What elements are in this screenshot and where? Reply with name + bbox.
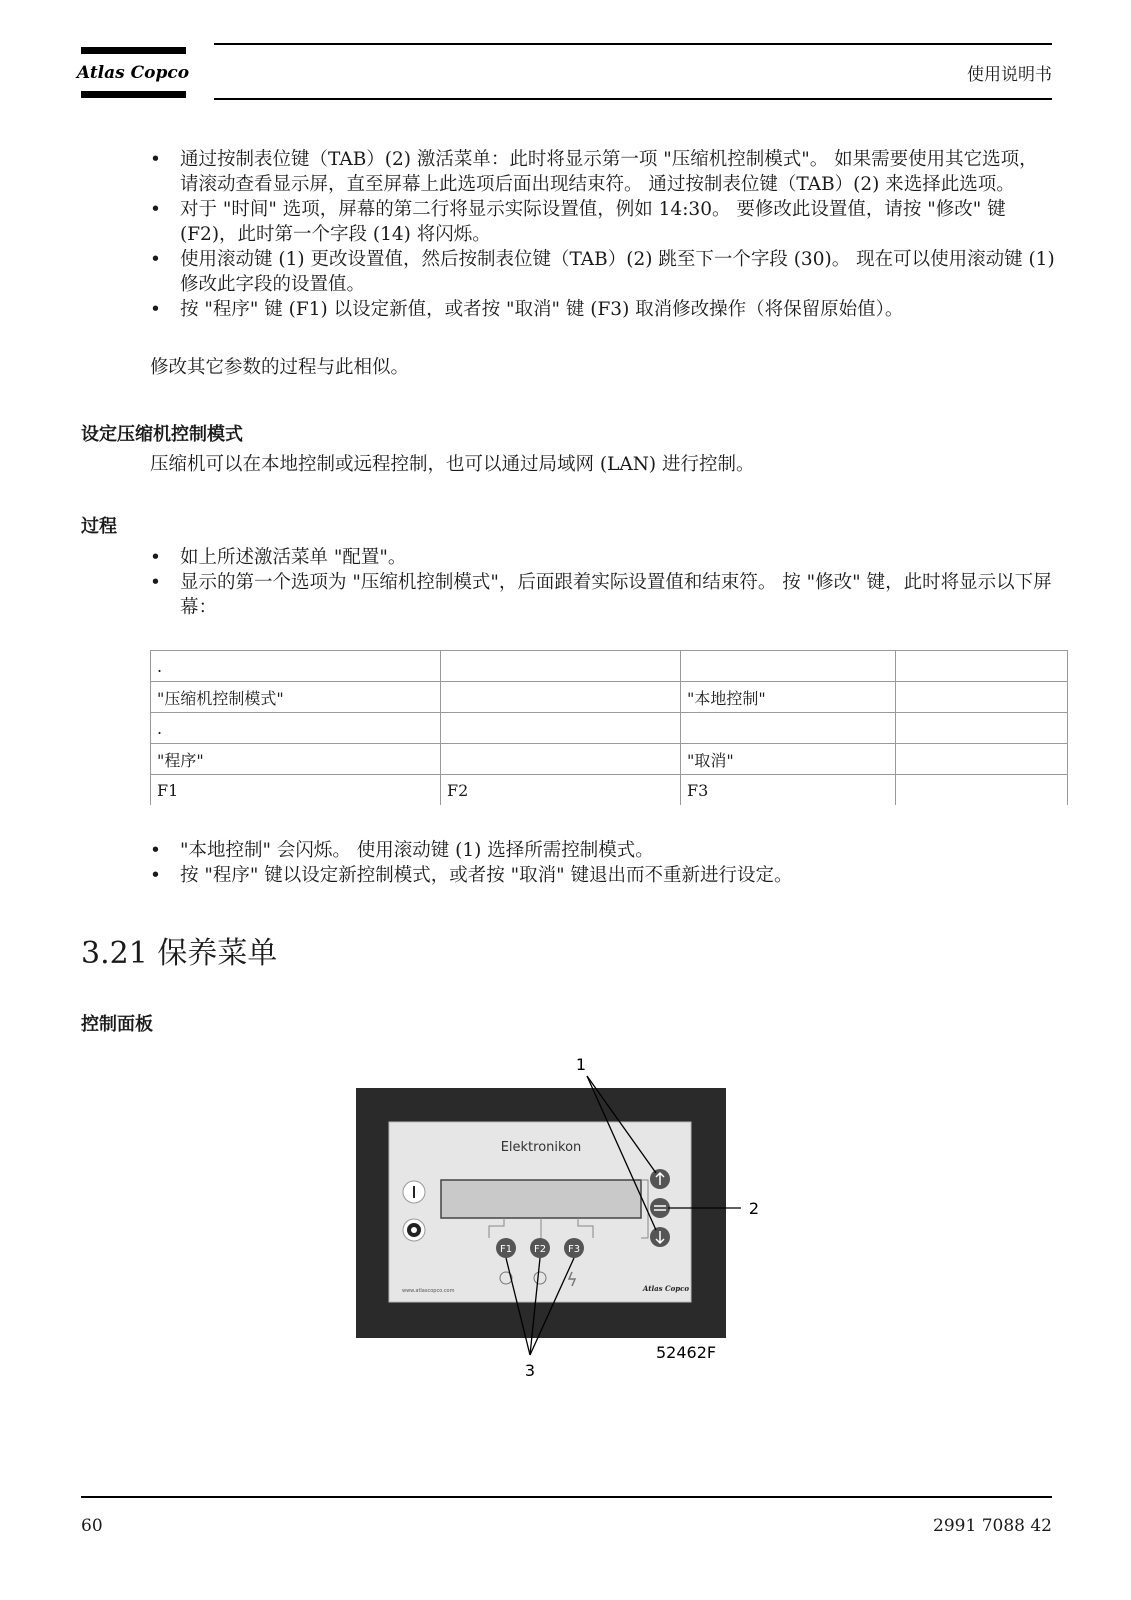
table-cell (441, 744, 681, 775)
table-cell: "取消" (681, 744, 896, 775)
header-rule-top (214, 43, 1052, 45)
list-item: • 通过按制表位键（TAB）(2) 激活菜单：此时将显示第一项 "压缩机控制模式"。 如果需要使用其它选项，请滚动查看显示屏，直至屏幕上此选项后面出现结束符。 通过按制表位键（TAB）(2) 来选择此选项。 (150, 149, 1038, 195)
table-cell: F3 (681, 775, 896, 806)
f3-key-label: F3 (567, 1244, 581, 1255)
list-item: • "本地控制" 会闪烁。 使用滚动键 (1) 选择所需控制模式。 (150, 840, 654, 861)
process-bullet-list (150, 545, 1055, 620)
table-cell (441, 713, 681, 744)
logo-wordmark: Atlas Copco (76, 63, 190, 83)
screen-display-table (150, 650, 1068, 805)
heading-control-panel: 控制面板 (81, 1014, 153, 1035)
document-number: 2991 7088 42 (933, 1516, 1052, 1536)
figure-id: 52462F (656, 1343, 717, 1362)
table-cell (896, 651, 1068, 682)
table-row (151, 651, 1068, 682)
f1-key-label: F1 (499, 1244, 513, 1255)
intro-bullet-list (150, 147, 1055, 322)
callout-1: 1 (575, 1055, 587, 1074)
list-item: • 显示的第一个选项为 "压缩机控制模式"，后面跟着实际设置值和结束符。 按 "修改" 键，此时将显示以下屏幕： (150, 572, 1052, 618)
heading-control-mode: 设定压缩机控制模式 (81, 424, 243, 445)
control-mode-text: 压缩机可以在本地控制或远程控制，也可以通过局域网 (LAN) 进行控制。 (150, 454, 755, 475)
table-cell (441, 651, 681, 682)
url-label: www.atlascopco.com (402, 1288, 455, 1294)
list-item: • 使用滚动键 (1) 更改设置值，然后按制表位键（TAB）(2) 跳至下一个字段 (30)。 现在可以使用滚动键 (1) 修改此字段的设置值。 (150, 249, 1055, 295)
table-row (151, 713, 1068, 744)
table-row (151, 744, 1068, 775)
table-cell (441, 682, 681, 713)
list-item: • 按 "程序" 键 (F1) 以设定新值，或者按 "取消" 键 (F3) 取消修改操作（将保留原始值）。 (150, 299, 904, 320)
panel-logo: Atlas Copco (642, 1284, 690, 1293)
list-item: • 如上所述激活菜单 "配置"。 (150, 547, 407, 568)
callout-3: 3 (524, 1361, 536, 1380)
table-row (151, 682, 1068, 713)
page-number: 60 (81, 1516, 103, 1536)
mode-bullet-list (150, 838, 1055, 888)
table-cell: . (151, 713, 441, 744)
control-panel-figure (356, 1040, 760, 1390)
stop-icon-center (411, 1227, 417, 1233)
table-cell: "压缩机控制模式" (151, 682, 441, 713)
table-cell (896, 775, 1068, 806)
section-heading-3-21: 3.21 保养菜单 (81, 936, 278, 971)
heading-process: 过程 (81, 516, 117, 537)
table-cell (681, 651, 896, 682)
list-item: • 按 "程序" 键以设定新控制模式，或者按 "取消" 键退出而不重新进行设定。 (150, 865, 793, 886)
table-row (151, 775, 1068, 806)
atlas-copco-logo (76, 47, 190, 99)
list-item: • 对于 "时间" 选项，屏幕的第二行将显示实际设置值，例如 14:30。 要修改此设置值，请按 "修改" 键 (F2)，此时第一个字段 (14) 将闪烁。 (150, 199, 1006, 245)
table-cell: "本地控制" (681, 682, 896, 713)
table-cell (896, 744, 1068, 775)
tab-key (650, 1198, 670, 1218)
footer-rule (81, 1496, 1052, 1498)
table-cell: . (151, 651, 441, 682)
table-cell (896, 682, 1068, 713)
start-icon (413, 1186, 415, 1198)
header-rule-bottom (214, 98, 1052, 100)
table-cell: F2 (441, 775, 681, 806)
document-title: 使用说明书 (967, 65, 1052, 85)
brand-label: Elektronikon (500, 1140, 582, 1155)
table-cell: F1 (151, 775, 441, 806)
table-cell (681, 713, 896, 744)
table-cell (896, 713, 1068, 744)
intro-note: 修改其它参数的过程与此相似。 (150, 357, 410, 378)
f2-key-label: F2 (533, 1244, 547, 1255)
display-screen (441, 1180, 641, 1218)
table-cell: "程序" (151, 744, 441, 775)
callout-2: 2 (748, 1199, 760, 1218)
